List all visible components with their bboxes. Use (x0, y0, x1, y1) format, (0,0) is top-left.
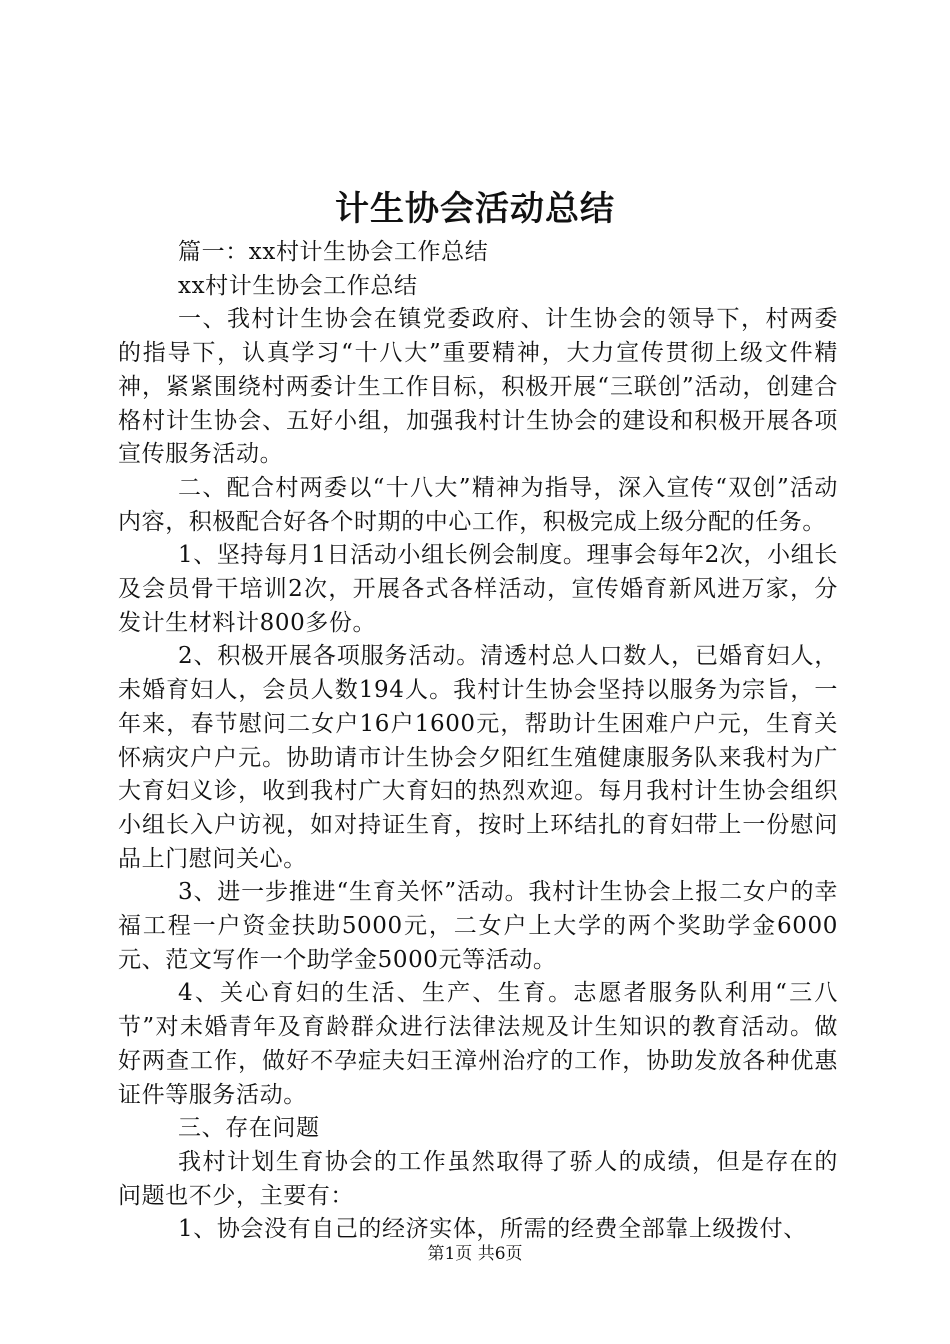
paragraph: 2、积极开展各项服务活动。清透村总人口数人，已婚育妇人，未婚育妇人，会员人数194人。我村计生协会坚持以服务为宗旨，一年来，春节慰问二女户16户1600元，帮助计生困难户户元，生育关怀病灾户户元。协助请市计生协会夕阳红生殖健康服务队来我村为广大育妇义诊，收到我村广大育妇的热烈欢迎。每月我村计生协会组织小组长入户访视，如对持证生育，按时上环结扎的育妇带上一份慰问品上门慰问关心。 (118, 643, 838, 872)
paragraph: 1、协会没有自己的经济实体，所需的经费全部靠上级拨付、 (178, 1216, 807, 1243)
document-body (118, 236, 838, 1247)
page-title: 计生协会活动总结 (335, 189, 615, 229)
paragraph: 3、进一步推进“生育关怀”活动。我村计生协会上报二女户的幸福工程一户资金扶助5000元，二女户上大学的两个奖助学金6000元、范文写作一个助学金5000元等活动。 (118, 879, 838, 973)
paragraph: 1、坚持每月1日活动小组长例会制度。理事会每年2次，小组长及会员骨干培训2次，开展各式各样活动，宣传婚育新风进万家，分发计生材料计800多份。 (118, 542, 838, 636)
page-footer: 第1页 共6页 (427, 1244, 523, 1264)
paragraph: 二、配合村两委以“十八大”精神为指导，深入宣传“双创”活动内容，积极配合好各个时期的中心工作，积极完成上级分配的任务。 (118, 474, 838, 535)
section-heading: 三、存在问题 (178, 1115, 320, 1142)
paragraph: 4、关心育妇的生活、生产、生育。志愿者服务队利用“三八节”对未婚青年及育龄群众进行法律法规及计生知识的教育活动。做好两查工作，做好不孕症夫妇王漳州治疗的工作，协助发放各种优惠证件等服务活动。 (118, 980, 838, 1108)
subsection-heading: xx村计生协会工作总结 (178, 272, 418, 299)
section-heading: 篇一：xx村计生协会工作总结 (178, 239, 489, 265)
paragraph: 一、我村计生协会在镇党委政府、计生协会的领导下，村两委的指导下，认真学习“十八大”重要精神，大力宣传贯彻上级文件精神，紧紧围绕村两委计生工作目标，积极开展“三联创”活动，创建合格村计生协会、五好小组，加强我村计生协会的建设和积极开展各项宣传服务活动。 (118, 306, 838, 468)
paragraph: 我村计划生育协会的工作虽然取得了骄人的成绩，但是存在的问题也不少，主要有： (118, 1148, 838, 1209)
